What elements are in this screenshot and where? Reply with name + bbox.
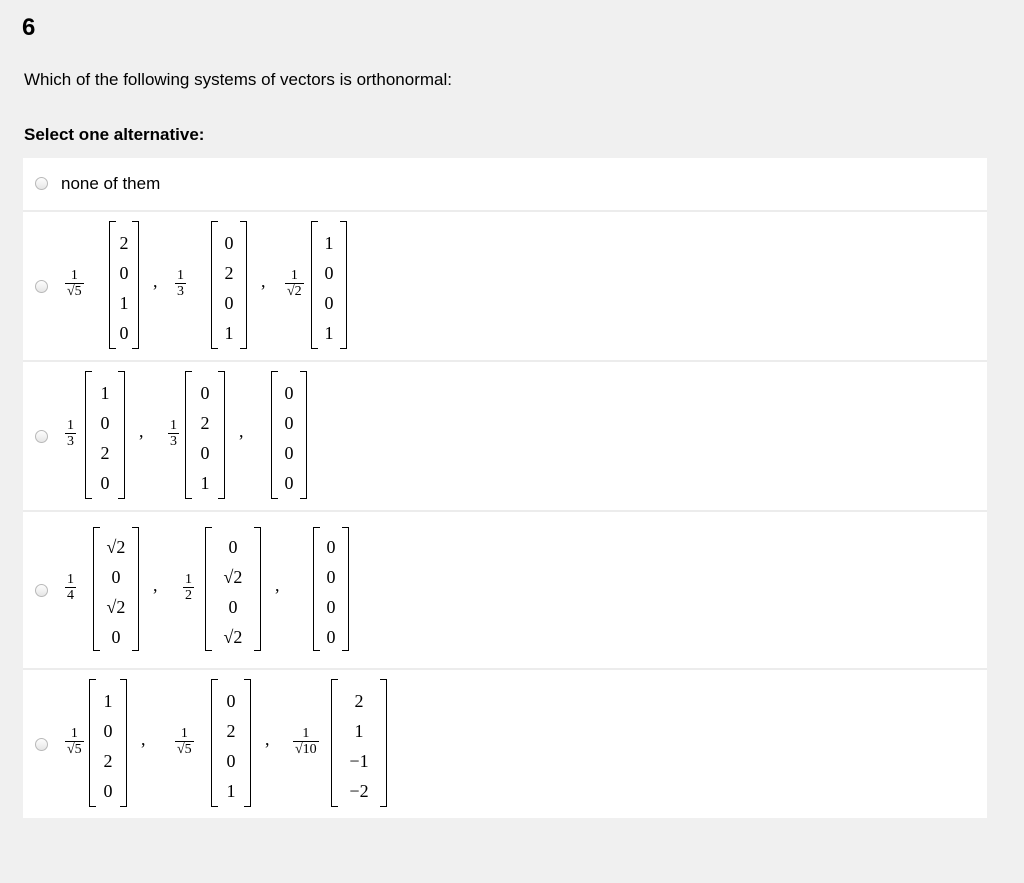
coefficient-denominator: √5 bbox=[67, 742, 82, 757]
vector-entry: √2 bbox=[106, 537, 126, 557]
vector-entry: 0 bbox=[111, 567, 121, 587]
scalar-coefficient bbox=[183, 573, 194, 603]
coefficient-denominator: √5 bbox=[177, 742, 192, 757]
vector-entry: 0 bbox=[111, 627, 121, 647]
select-label: Select one alternative: bbox=[24, 125, 205, 144]
coefficient-denominator: 3 bbox=[170, 434, 177, 449]
vector-separator: , bbox=[265, 729, 270, 749]
vector-entry: √2 bbox=[223, 567, 243, 587]
option-none[interactable] bbox=[23, 158, 987, 212]
vector-entry: 1 bbox=[119, 293, 129, 313]
vector-separator: , bbox=[153, 271, 158, 291]
vector-entry: −2 bbox=[349, 781, 369, 801]
vector-entry: 0 bbox=[326, 537, 336, 557]
option-4[interactable] bbox=[23, 670, 987, 818]
vector-entry: 0 bbox=[326, 597, 336, 617]
vector-separator: , bbox=[141, 729, 146, 749]
vector-entry: 0 bbox=[228, 597, 238, 617]
vector-separator: , bbox=[239, 421, 244, 441]
column-vector bbox=[311, 221, 347, 349]
vector-entry: 2 bbox=[119, 233, 129, 253]
vector-entry: 1 bbox=[324, 323, 334, 343]
scalar-coefficient bbox=[175, 269, 186, 299]
vector-entry: 0 bbox=[119, 263, 129, 283]
vector-entry: 2 bbox=[103, 751, 113, 771]
option-3[interactable] bbox=[23, 512, 987, 670]
coefficient-numerator: 1 bbox=[180, 726, 188, 741]
vector-entry: 2 bbox=[354, 691, 364, 711]
vector-entry: 2 bbox=[224, 263, 234, 283]
scalar-coefficient bbox=[175, 727, 194, 757]
vector-separator: , bbox=[261, 271, 266, 291]
coefficient-denominator: √10 bbox=[295, 742, 317, 757]
vector-entry: 0 bbox=[326, 567, 336, 587]
column-vector bbox=[211, 679, 251, 807]
vector-entry: 1 bbox=[354, 721, 364, 741]
question-number: 6 bbox=[22, 14, 36, 41]
column-vector bbox=[205, 527, 261, 651]
vector-entry: 0 bbox=[100, 473, 110, 493]
vector-entry: 0 bbox=[224, 293, 234, 313]
vector-entry: 1 bbox=[200, 473, 210, 493]
column-vector bbox=[271, 371, 307, 499]
coefficient-numerator: 1 bbox=[302, 726, 310, 741]
vector-system bbox=[23, 670, 987, 818]
vector-entry: 0 bbox=[284, 473, 294, 493]
scalar-coefficient bbox=[285, 269, 304, 299]
scalar-coefficient bbox=[168, 419, 179, 449]
column-vector bbox=[109, 221, 139, 349]
vector-entry: 1 bbox=[226, 781, 236, 801]
vector-entry: 1 bbox=[103, 691, 113, 711]
vector-entry: 0 bbox=[226, 691, 236, 711]
vector-system bbox=[23, 212, 987, 360]
option-label: none of them bbox=[61, 174, 161, 193]
vector-entry: 0 bbox=[103, 781, 113, 801]
coefficient-numerator: 1 bbox=[185, 572, 192, 587]
vector-entry: 0 bbox=[284, 443, 294, 463]
scalar-coefficient bbox=[293, 727, 319, 757]
column-vector bbox=[93, 527, 139, 651]
vector-entry: 2 bbox=[100, 443, 110, 463]
column-vector bbox=[211, 221, 247, 349]
scalar-coefficient bbox=[65, 269, 84, 299]
vector-entry: 0 bbox=[119, 323, 129, 343]
vector-entry: 0 bbox=[200, 383, 210, 403]
vector-entry: 0 bbox=[228, 537, 238, 557]
vector-entry: √2 bbox=[223, 627, 243, 647]
radio-button[interactable] bbox=[35, 177, 48, 190]
coefficient-numerator: 1 bbox=[70, 268, 78, 283]
scalar-coefficient bbox=[65, 727, 84, 757]
vector-entry: 0 bbox=[103, 721, 113, 741]
coefficient-denominator: √2 bbox=[287, 284, 302, 299]
coefficient-numerator: 1 bbox=[67, 418, 74, 433]
coefficient-numerator: 1 bbox=[67, 572, 74, 587]
column-vector bbox=[313, 527, 349, 651]
vector-entry: 0 bbox=[284, 383, 294, 403]
coefficient-numerator: 1 bbox=[70, 726, 78, 741]
vector-entry: 0 bbox=[324, 293, 334, 313]
vector-entry: 0 bbox=[326, 627, 336, 647]
coefficient-denominator: 2 bbox=[185, 588, 192, 603]
column-vector bbox=[331, 679, 387, 807]
vector-system bbox=[23, 512, 987, 668]
answer-options bbox=[23, 158, 987, 818]
vector-separator: , bbox=[139, 421, 144, 441]
coefficient-numerator: 1 bbox=[177, 268, 184, 283]
column-vector bbox=[89, 679, 127, 807]
coefficient-numerator: 1 bbox=[290, 268, 298, 283]
vector-entry: 0 bbox=[100, 413, 110, 433]
scalar-coefficient bbox=[65, 419, 76, 449]
vector-entry: 0 bbox=[224, 233, 234, 253]
vector-entry: −1 bbox=[349, 751, 369, 771]
question-text: Which of the following systems of vectors is orthonormal: bbox=[24, 70, 452, 89]
coefficient-denominator: √5 bbox=[67, 284, 82, 299]
vector-entry: 0 bbox=[226, 751, 236, 771]
vector-entry: √2 bbox=[106, 597, 126, 617]
vector-separator: , bbox=[153, 575, 158, 595]
vector-entry: 1 bbox=[324, 233, 334, 253]
option-1[interactable] bbox=[23, 212, 987, 362]
vector-entry: 1 bbox=[100, 383, 110, 403]
column-vector bbox=[85, 371, 125, 499]
vector-entry: 0 bbox=[284, 413, 294, 433]
coefficient-denominator: 4 bbox=[67, 588, 74, 603]
vector-entry: 0 bbox=[200, 443, 210, 463]
coefficient-denominator: 3 bbox=[67, 434, 74, 449]
vector-entry: 2 bbox=[226, 721, 236, 741]
vector-entry: 2 bbox=[200, 413, 210, 433]
vector-separator: , bbox=[275, 575, 280, 595]
scalar-coefficient bbox=[65, 573, 76, 603]
option-2[interactable] bbox=[23, 362, 987, 512]
column-vector bbox=[185, 371, 225, 499]
vector-system bbox=[23, 362, 987, 510]
vector-entry: 1 bbox=[224, 323, 234, 343]
coefficient-denominator: 3 bbox=[177, 284, 184, 299]
coefficient-numerator: 1 bbox=[170, 418, 177, 433]
vector-entry: 0 bbox=[324, 263, 334, 283]
